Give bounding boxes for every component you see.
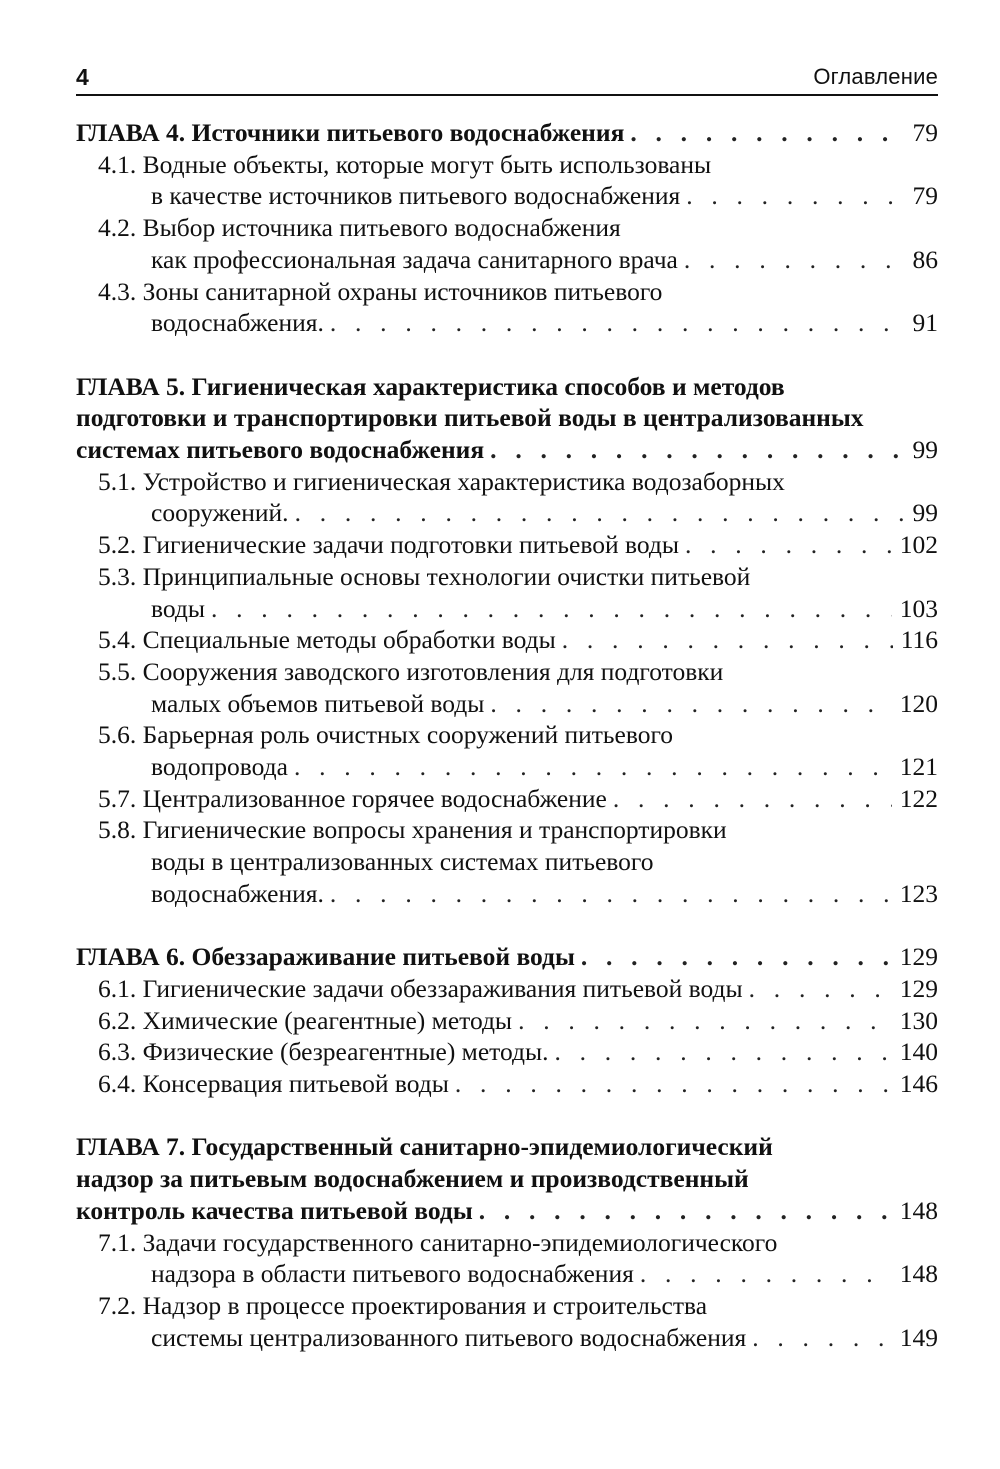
chapter-5-page: 99 <box>912 435 938 465</box>
section-7-2-line-1: 7.2. Надзор в процессе проектирования и строительства <box>98 1290 708 1320</box>
section-7-2-line-2: системы централизованного питьевого водоснабжения <box>151 1322 747 1352</box>
leader-dots <box>518 1005 892 1037</box>
section-5-6[interactable] <box>76 719 938 782</box>
chapter-7-title-line-3: контроль качества питьевой воды <box>76 1195 473 1225</box>
chapter-7-title[interactable] <box>76 1131 938 1226</box>
section-5-2-page: 102 <box>899 530 938 560</box>
section-7-1-page: 148 <box>899 1259 938 1289</box>
section-5-4-line-1: 5.4. Специальные методы обработки воды <box>98 625 556 655</box>
chapter-6-title[interactable] <box>76 941 938 973</box>
section-5-5-page: 120 <box>899 688 938 718</box>
section-4-2-line-2: как профессиональная задача санитарного врача <box>151 244 678 274</box>
leader-dots <box>630 117 904 149</box>
section-4-1-line-2: в качестве источников питьевого водоснабжения <box>151 181 681 211</box>
section-5-6-page: 121 <box>899 752 938 782</box>
chapter-6-title-text: ГЛАВА 6. Обеззараживание питьевой воды <box>76 942 575 972</box>
chapter-7-page: 148 <box>899 1195 938 1225</box>
leader-dots <box>455 1068 892 1100</box>
section-5-3[interactable] <box>76 561 938 624</box>
section-6-2[interactable] <box>76 1005 938 1037</box>
section-5-7-line-1: 5.7. Централизованное горячее водоснабжение <box>98 783 607 813</box>
leader-dots <box>685 529 892 561</box>
section-5-8-line-3: водоснабжения. <box>151 878 324 908</box>
section-6-3-line-1: 6.3. Физические (безреагентные) методы. <box>98 1037 549 1067</box>
section-4-3[interactable] <box>76 276 938 339</box>
section-6-1[interactable] <box>76 973 938 1005</box>
leader-dots <box>490 688 891 720</box>
leader-dots <box>752 1322 892 1354</box>
leader-dots <box>295 497 905 529</box>
chapter-4-title-text: ГЛАВА 4. Источники питьевого водоснабжения <box>76 118 625 147</box>
section-5-1-page: 99 <box>912 498 938 528</box>
section-4-1-line-1: 4.1. Водные объекты, которые могут быть использованы <box>98 149 712 179</box>
section-7-2[interactable] <box>76 1290 938 1353</box>
section-5-6-line-1: 5.6. Барьерная роль очистных сооружений питьевого <box>98 720 674 750</box>
section-6-2-page: 130 <box>899 1005 938 1035</box>
section-5-5-line-1: 5.5. Сооружения заводского изготовления для подготовки <box>98 656 724 686</box>
leader-dots <box>686 180 904 212</box>
leader-dots <box>479 1195 892 1227</box>
leader-dots <box>554 1036 891 1068</box>
chapter-7 <box>76 1131 938 1353</box>
leader-dots <box>581 941 892 973</box>
section-5-6-line-2: водопровода <box>151 752 288 782</box>
chapter-4-title[interactable] <box>76 117 938 149</box>
section-5-1-line-1: 5.1. Устройство и гигиеническая характеристика водозаборных <box>98 466 785 496</box>
leader-dots <box>294 751 892 783</box>
section-4-3-page: 91 <box>912 308 938 338</box>
section-5-3-line-1: 5.3. Принципиальные основы технологии очистки питьевой <box>98 561 751 591</box>
leader-dots <box>330 878 892 910</box>
page-header <box>76 62 938 96</box>
section-4-2-page: 86 <box>912 244 938 274</box>
section-4-3-line-2: водоснабжения. <box>151 308 324 338</box>
section-6-4[interactable] <box>76 1068 938 1100</box>
section-4-2-line-1: 4.2. Выбор источника питьевого водоснабжения <box>98 213 621 243</box>
section-6-1-line-1: 6.1. Гигиенические задачи обеззараживания питьевой воды <box>98 973 743 1003</box>
section-6-1-page: 129 <box>899 973 938 1003</box>
section-5-3-page: 103 <box>899 593 938 623</box>
table-of-contents <box>76 117 938 1385</box>
section-6-4-page: 146 <box>899 1069 938 1099</box>
chapter-4 <box>76 117 938 339</box>
section-5-5[interactable] <box>76 656 938 719</box>
section-5-8-page: 123 <box>899 878 938 908</box>
chapter-6-page: 129 <box>899 942 938 972</box>
chapter-5-title-line-1: ГЛАВА 5. Гигиеническая характеристика способов и методов <box>76 371 785 401</box>
section-5-8[interactable] <box>76 814 938 909</box>
section-5-4[interactable] <box>76 624 938 656</box>
section-5-8-line-1: 5.8. Гигиенические вопросы хранения и транспортировки <box>98 815 727 845</box>
section-7-1-line-2: надзора в области питьевого водоснабжения <box>151 1259 634 1289</box>
section-5-1[interactable] <box>76 466 938 529</box>
leader-dots <box>640 1258 892 1290</box>
leader-dots <box>490 434 904 466</box>
leader-dots <box>562 624 893 656</box>
section-5-7[interactable] <box>76 783 938 815</box>
section-7-2-page: 149 <box>899 1322 938 1352</box>
section-6-4-line-1: 6.4. Консервация питьевой воды <box>98 1069 449 1099</box>
section-7-1-line-1: 7.1. Задачи государственного санитарно-эпидемиологического <box>98 1227 778 1257</box>
section-6-2-line-1: 6.2. Химические (реагентные) методы <box>98 1005 513 1035</box>
section-5-8-line-2: воды в централизованных системах питьевого <box>151 847 654 877</box>
section-4-1[interactable] <box>76 149 938 212</box>
section-6-3-page: 140 <box>899 1037 938 1067</box>
section-5-1-line-2: сооружений. <box>151 498 289 528</box>
section-7-1[interactable] <box>76 1227 938 1290</box>
section-4-3-line-1: 4.3. Зоны санитарной охраны источников питьевого <box>98 276 663 306</box>
section-5-2-line-1: 5.2. Гигиенические задачи подготовки питьевой воды <box>98 530 679 560</box>
chapter-5-title[interactable] <box>76 371 938 466</box>
page-number: 4 <box>76 64 89 90</box>
section-5-5-line-2: малых объемов питьевой воды <box>151 688 485 718</box>
leader-dots <box>211 593 892 625</box>
section-4-2[interactable] <box>76 212 938 275</box>
leader-dots <box>330 307 905 339</box>
leader-dots <box>684 244 905 276</box>
section-5-4-page: 116 <box>900 625 938 655</box>
chapter-4-page: 79 <box>912 118 938 147</box>
chapter-5-title-line-3: системах питьевого водоснабжения <box>76 435 485 465</box>
leader-dots <box>749 973 892 1005</box>
chapter-6 <box>76 941 938 1100</box>
section-6-3[interactable] <box>76 1036 938 1068</box>
section-4-1-page: 79 <box>912 181 938 211</box>
running-title: Оглавление <box>813 64 938 89</box>
chapter-5 <box>76 371 938 910</box>
section-5-7-page: 122 <box>899 783 938 813</box>
chapter-7-title-line-2: надзор за питьевым водоснабжением и производственный <box>76 1164 749 1194</box>
chapter-7-title-line-1: ГЛАВА 7. Государственный санитарно-эпидемиологический <box>76 1132 773 1162</box>
section-5-3-line-2: воды <box>151 593 205 623</box>
leader-dots <box>613 783 892 815</box>
chapter-5-title-line-2: подготовки и транспортировки питьевой воды в централизованных <box>76 403 864 433</box>
section-5-2[interactable] <box>76 529 938 561</box>
